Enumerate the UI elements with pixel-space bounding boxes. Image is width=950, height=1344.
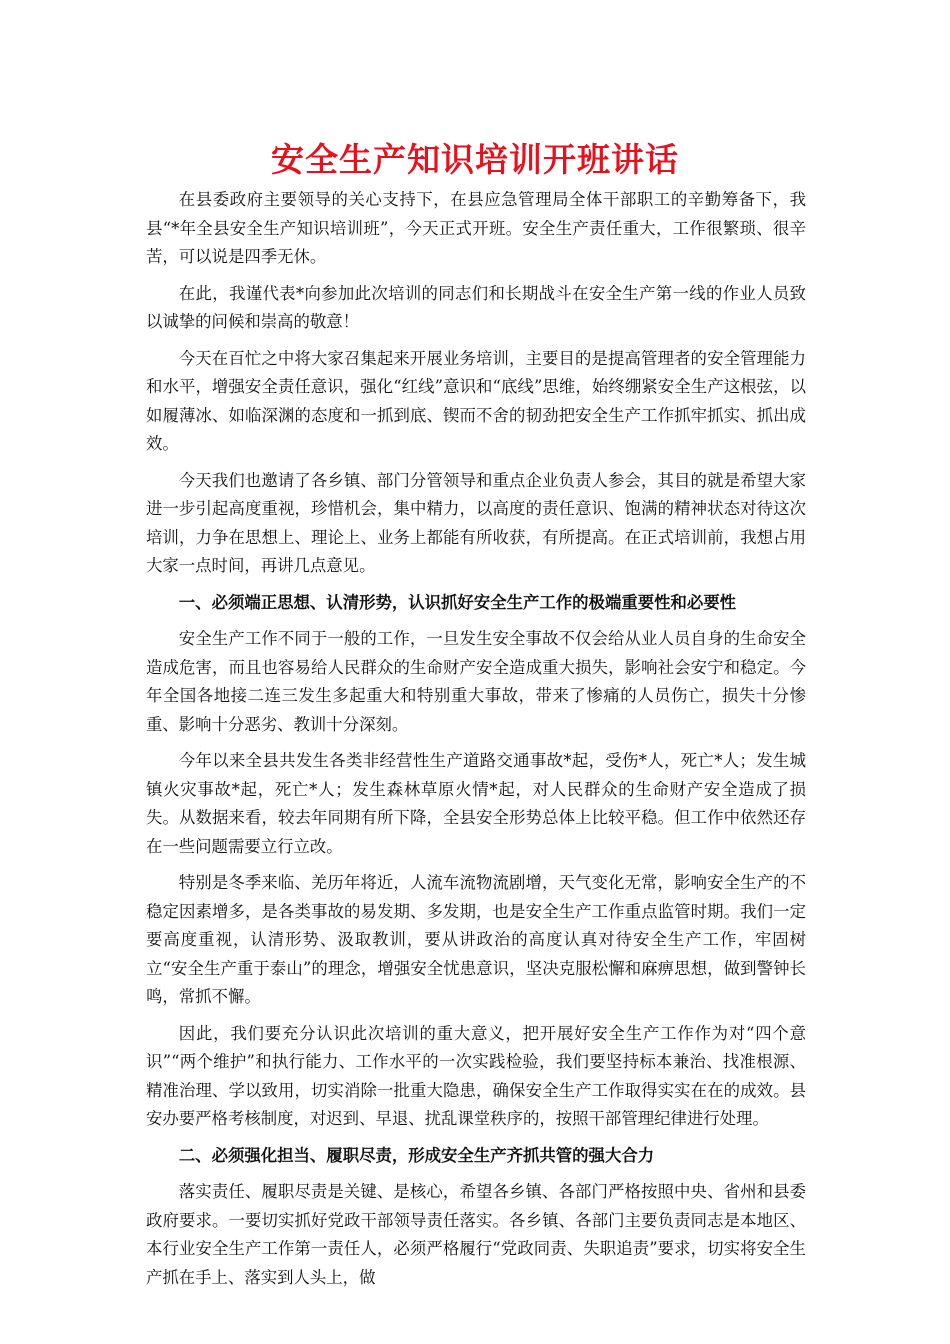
section-heading-1: 一、必须端正思想、认清形势，认识抓好安全生产工作的极端重要性和必要性: [178, 592, 737, 612]
paragraph-2: 在此，我谨代表*向参加此次培训的同志们和长期战斗在安全生产第一线的作业人员致以诚挚的问候和崇高的敬意！: [146, 283, 806, 331]
paragraph-3: 今天在百忙之中将大家召集起来开展业务培训，主要目的是提高管理者的安全管理能力和水平，增强安全责任意识，强化“红线”意识和“底线”思维，始终绷紧安全生产这根弦，以如履薄冰、如临深渊的态度和一抓到底、锲而不舍的韧劲把安全生产工作抓牢抓实、抓出成效。: [146, 348, 806, 453]
paragraph-1: 在县委政府主要领导的关心支持下，在县应急管理局全体干部职工的辛勤筹备下，我县“*年全县安全生产知识培训班”，今天正式开班。安全生产责任重大，工作很繁琐、很辛苦，可以说是四季无休。: [146, 190, 806, 266]
paragraph-9: 落实责任、履职尽责是关键、是核心，希望各乡镇、各部门严格按照中央、省州和县委政府要求。一要切实抓好党政干部领导责任落实。各乡镇、各部门主要负责同志是本地区、本行业安全生产工作第一责任人，必须严格履行“党政同责、失职追责”要求，切实将安全生产抓在手上、落实到人头上，做: [146, 1182, 806, 1287]
paragraph-5: 安全生产工作不同于一般的工作，一旦发生安全事故不仅会给从业人员自身的生命安全造成危害，而且也容易给人民群众的生命财产安全造成重大损失，影响社会安宁和稳定。今年全国各地接二连三发生多起重大和特别重大事故，带来了惨痛的人员伤亡，损失十分惨重、影响十分恶劣、教训十分深刻。: [146, 629, 806, 734]
paragraph-8: 因此，我们要充分认识此次培训的重大意义，把开展好安全生产工作作为对“四个意识”“两个维护”和执行能力、工作水平的一次实践检验，我们要坚持标本兼治、找准根源、精准治理、学以致用，切实消除一批重大隐患，确保安全生产工作取得实实在在的成效。县安办要严格考核制度，对迟到、早退、扰乱课堂秩序的，按照干部管理纪律进行处理。: [146, 1023, 806, 1128]
document-title: 安全生产知识培训开班讲话: [271, 140, 679, 179]
paragraph-4: 今天我们也邀请了各乡镇、部门分管领导和重点企业负责人参会，其目的就是希望大家进一步引起高度重视，珍惜机会，集中精力，以高度的责任意识、饱满的精神状态对待这次培训，力争在思想上、理论上、业务上都能有所收获，有所提高。在正式培训前，我想占用大家一点时间，再讲几点意见。: [146, 470, 806, 575]
section-heading-2: 二、必须强化担当、履职尽责，形成安全生产齐抓共管的强大合力: [178, 1145, 655, 1165]
paragraph-6: 今年以来全县共发生各类非经营性生产道路交通事故*起，受伤*人，死亡*人；发生城镇火灾事故*起，死亡*人；发生森林草原火情*起，对人民群众的生命财产安全造成了损失。从数据来看，较去年同期有所下降，全县安全形势总体上比较平稳。但工作中依然还存在一些问题需要立行立改。: [146, 751, 806, 856]
document-body: [146, 186, 806, 1300]
paragraph-7: 特别是冬季来临、羌历年将近，人流车流物流剧增，天气变化无常，影响安全生产的不稳定因素增多，是各类事故的易发期、多发期，也是安全生产工作重点监管时期。我们一定要高度重视，认清形势、汲取教训，要从讲政治的高度认真对待安全生产工作，牢固树立“安全生产重于泰山”的理念，增强安全忧患意识，坚决克服松懈和麻痹思想，做到警钟长鸣，常抓不懈。: [146, 873, 806, 1006]
